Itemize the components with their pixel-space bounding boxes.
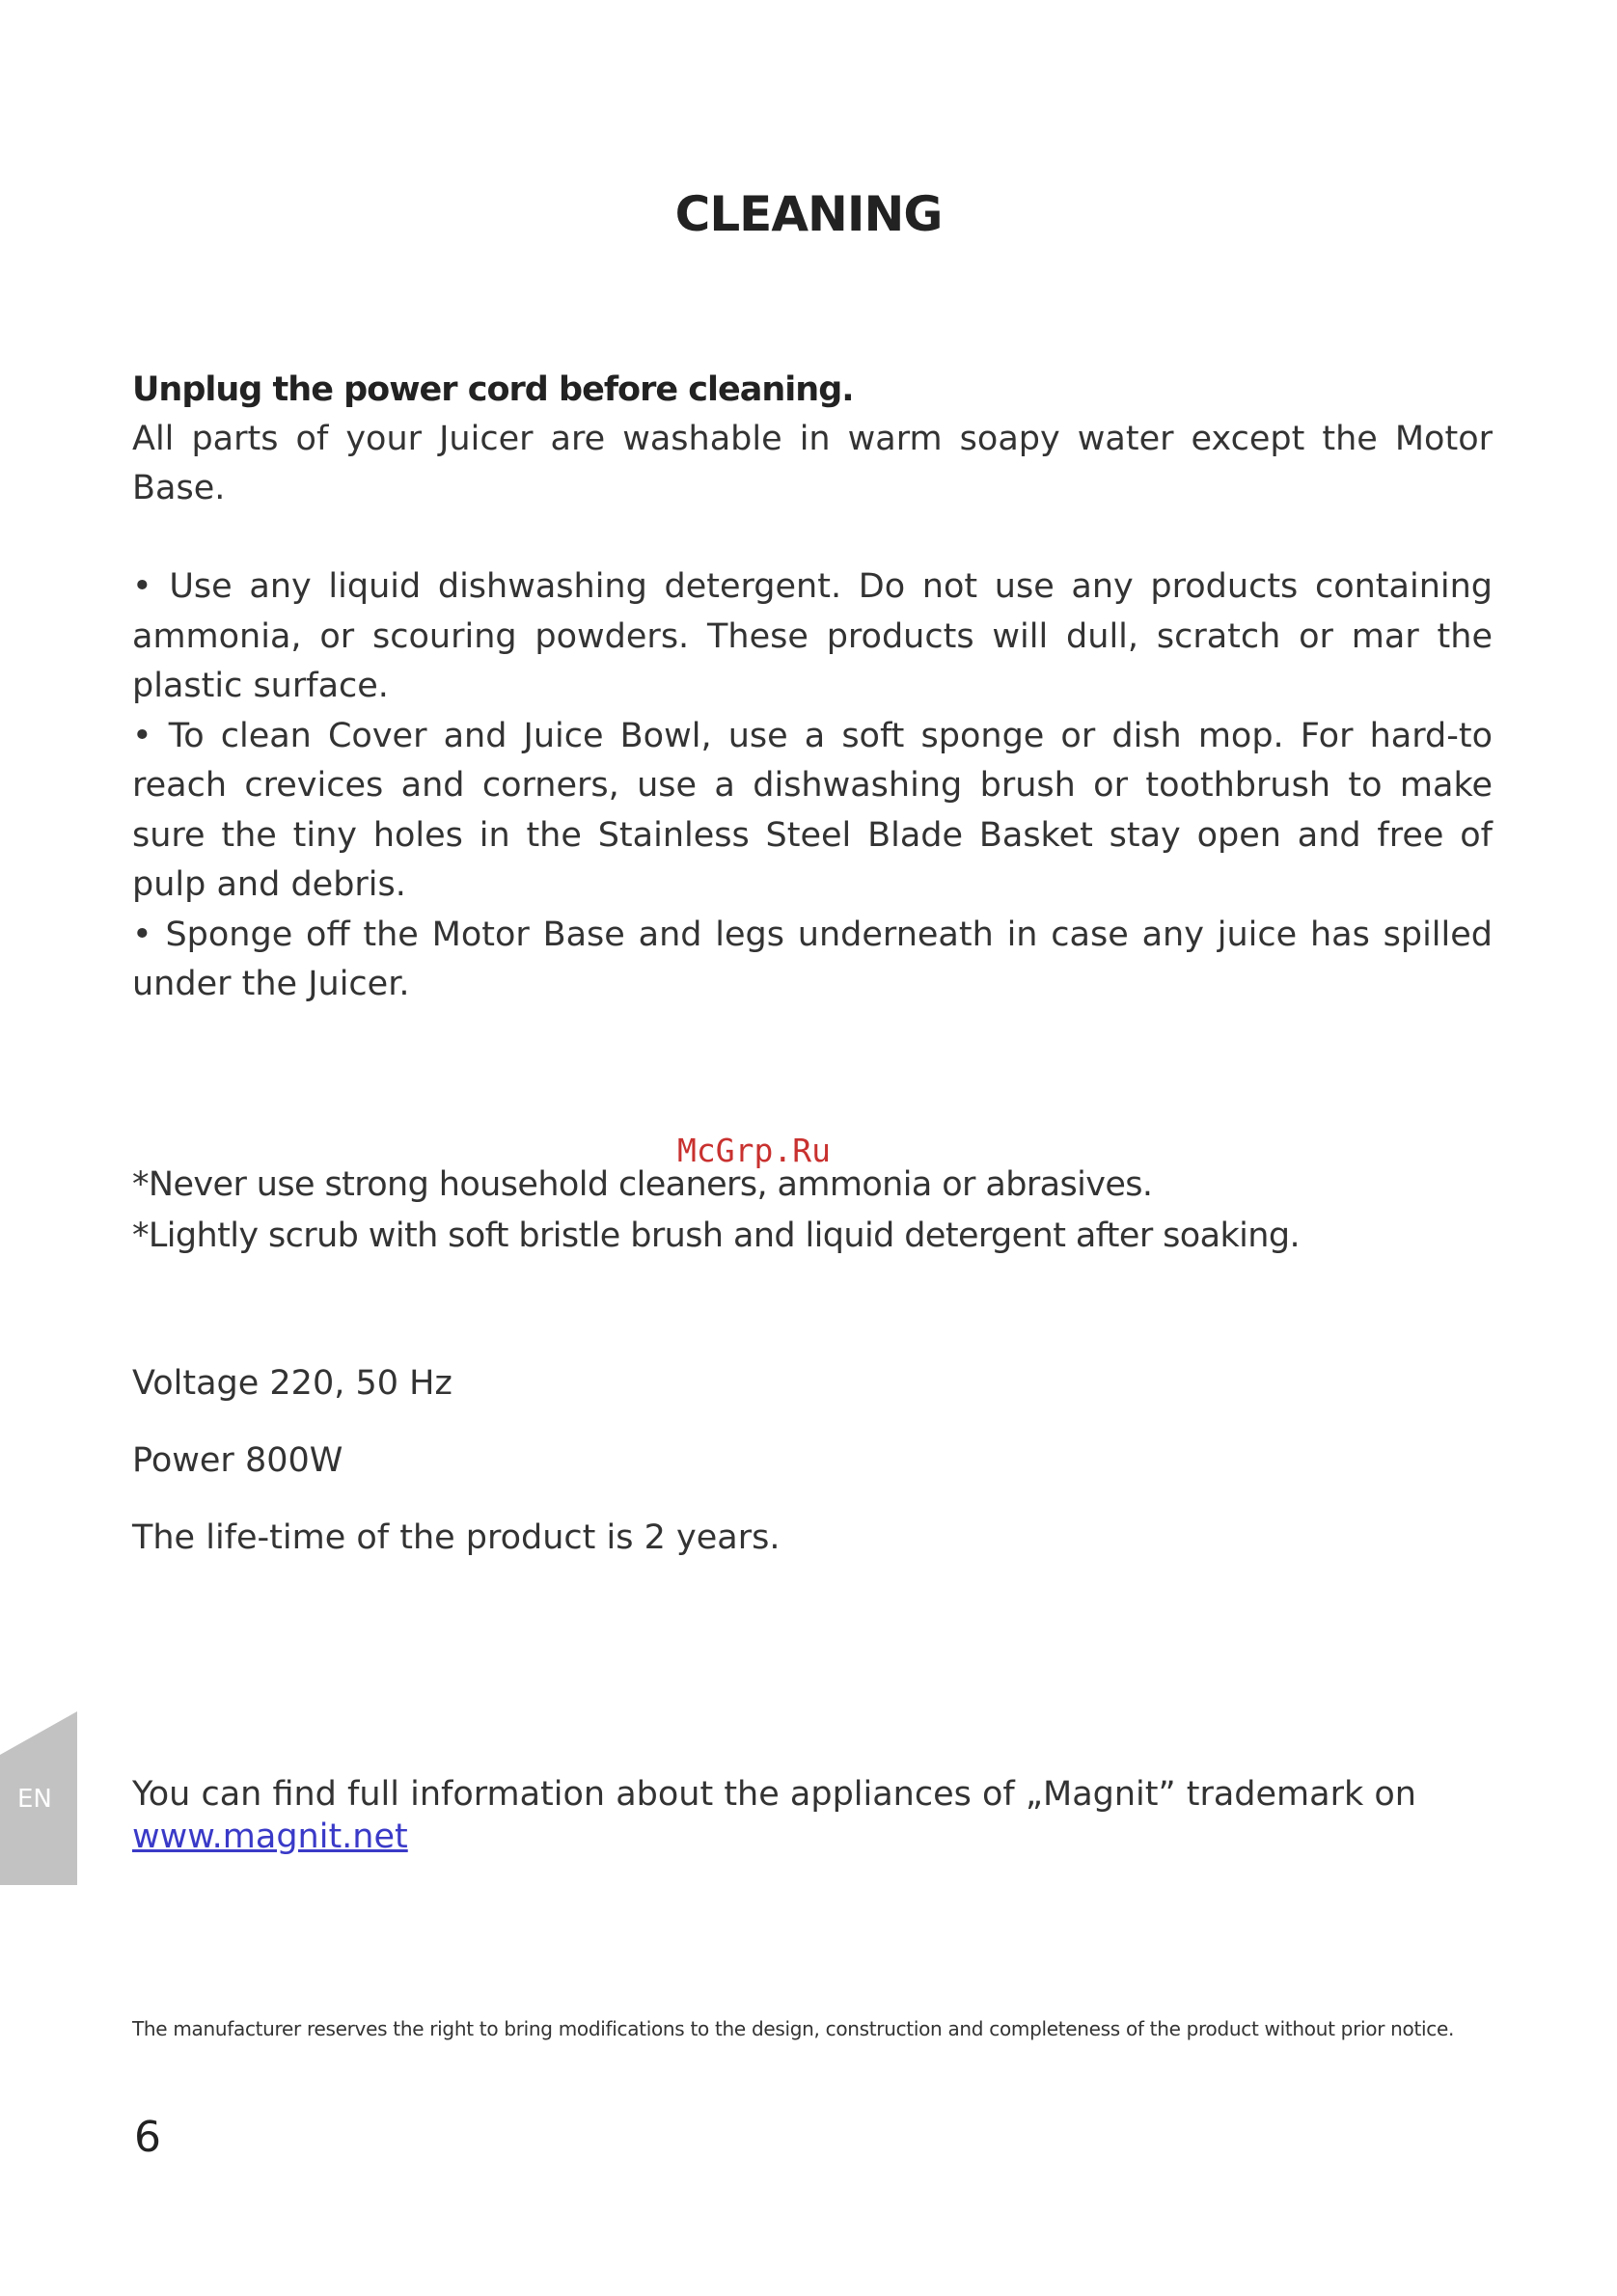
voltage-spec: Voltage 220, 50 Hz <box>132 1364 452 1403</box>
power-spec: Power 800W <box>132 1441 343 1480</box>
washable-parts-text: All parts of your Juicer are washable in warm soapy water except the Motor Base. <box>132 420 1493 507</box>
disclaimer <box>132 2016 1493 2041</box>
language-label: EN <box>17 1785 52 1814</box>
cleaning-instructions-list <box>132 562 1493 1010</box>
more-info <box>132 1773 1493 1858</box>
lifetime-spec: The life-time of the product is 2 years. <box>132 1518 781 1557</box>
warnings-section <box>132 1160 1493 1262</box>
specifications <box>132 1358 1493 1563</box>
more-info-label: You can find full information about the appliances of „Magnit” trademark on <box>132 1775 1416 1814</box>
unplug-warning: Unplug the power cord before cleaning. <box>132 370 854 409</box>
list-item: • Sponge off the Motor Base and legs underneath in case any juice has spilled under the Juicer. <box>132 915 1493 1003</box>
more-info-text <box>132 1773 1493 1858</box>
warning-line: *Never use strong household cleaners, ammonia or abrasives. <box>132 1165 1153 1204</box>
warning-line: *Lightly scrub with soft bristle brush and liquid detergent after soaking. <box>132 1216 1300 1255</box>
intro-section <box>132 365 1493 513</box>
list-item: • To clean Cover and Juice Bowl, use a soft sponge or dish mop. For hard-to reach crevices and corners, use a dishwashing brush or toothbrush to make sure the tiny holes in the Stainless Steel Blade Basket stay open and free of pulp and debris. <box>132 716 1493 904</box>
page-title: CLEANING <box>674 186 943 242</box>
disclaimer-text: The manufacturer reserves the right to bring modifications to the design, construction and completeness of the product without prior notice. <box>132 2017 1455 2040</box>
watermark: McGrp.Ru <box>677 1132 831 1169</box>
list-item: • Use any liquid dishwashing detergent. Do not use any products containing ammonia, or scouring powders. These products will dull, scratch or mar the plastic surface. <box>132 567 1493 705</box>
page-number: 6 <box>134 2113 161 2162</box>
website-link[interactable]: www.magnit.net <box>132 1818 408 1856</box>
